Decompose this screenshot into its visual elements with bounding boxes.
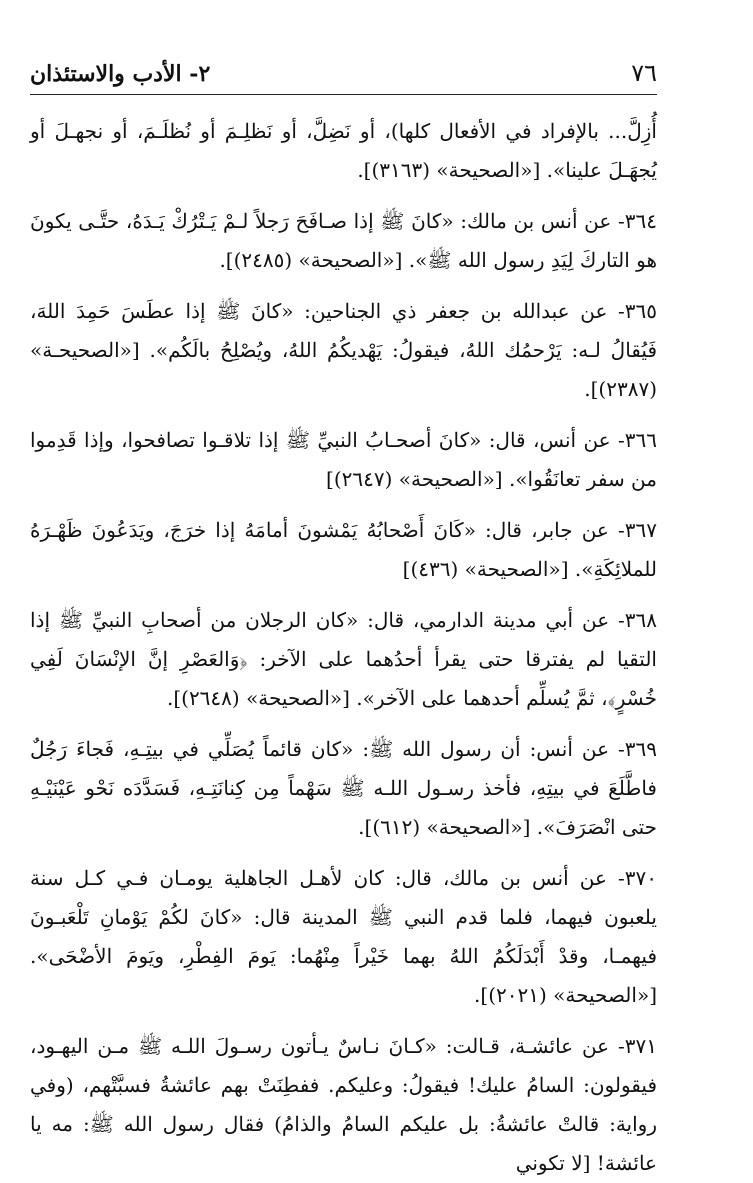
hadith-entry — [30, 1027, 657, 1183]
hadith-entry — [30, 730, 657, 847]
hadith-text: عن عبدالله بن جعفر ذي الجناحين: «كانَ ﷺ إذا عطَسَ حَمِدَ اللهَ، فَيُقالُ لـه: يَرْحمُك اللهُ، فيقولُ: يَهْديكُمُ اللهُ، ويُصْلِحُ بالَكُم». [«الصحيحـة» (٢٣٨٧)]. — [30, 299, 657, 401]
hadith-entry — [30, 601, 657, 718]
hadith-text: عن أنس، قال: «كانَ أصحـابُ النبيِّ ﷺ إذا تلاقـوا تصافحوا، وإذا قَدِموا من سفر تعانَقُوا». [«الصحيحة» (٢٦٤٧)] — [30, 428, 657, 491]
hadith-entry — [30, 292, 657, 409]
hadith-entry — [30, 112, 657, 190]
hadith-number: ٣٦٨- — [618, 608, 657, 632]
hadith-number: ٣٧٠- — [618, 866, 657, 890]
hadith-text: عن أنس بن مالك، قال: كان لأهـل الجاهلية يومـان فـي كـل سنة يلعبون فيهما، فلما قدم النبي ﷺ المدينة قال: «كانَ لكُمْ يَوْمانِ تَلْعَبـونَ فيهمـا، وقدْ أَبْدَلَكُمُ اللهُ بهما خَيْراً مِنْهُما: يَومَ الفِطْرِ، ويَومَ الأضْحَى». [«الصحيحة» (٢٠٢١)]. — [30, 866, 658, 1007]
hadith-entry — [30, 859, 657, 1015]
hadith-entry — [30, 511, 657, 589]
hadith-number: ٣٦٩- — [618, 737, 658, 761]
hadith-entry — [30, 421, 657, 499]
hadith-text: عن أبي مدينة الدارمي، قال: «كان الرجلان من أصحابِ النبيِّ ﷺ إذا التقيا لم يفترقا حتى يقرأ أحدُهما على الآخر: ﴿وَالعَصْرِ إنَّ الإنْسَانَ لَفِي خُسْرٍ﴾، ثمَّ يُسلِّم أحدهما على الآخر». [«الصحيحة» (٢٦٤٨)]. — [30, 608, 657, 710]
page-body — [30, 112, 658, 1175]
hadith-text: أُزِلَّ... بالإفراد في الأفعال كلها)، أو نَضِلَّ، أو نَظلِـمَ أو نُظلَـمَ، أو نجهـلَ أو يُجهَـلَ علينا». [«الصحيحة» (٣١٦٣)]. — [30, 119, 657, 182]
header-divider — [30, 94, 657, 95]
hadith-entry — [30, 202, 657, 280]
hadith-number: ٣٦٦- — [618, 428, 657, 452]
page-number: ٧٦ — [631, 59, 657, 87]
hadith-text: عن أنس: أن رسول الله ﷺ: «كان قائماً يُصَلِّي في بيتِـهِ، فَجاءَ رَجُلٌ فاطَّلَعَ في بيتِهِ، فأخذ رسـول اللـه ﷺ سَهْماً مِن كِنانَتِـهِ، فَسَدَّدَه نَحْو عَيْنَيْـهِ حتى انْصَرَفَ». [«الصحيحة» (٦١٢)]. — [30, 737, 657, 839]
hadith-number: ٣٦٧- — [618, 518, 657, 542]
hadith-text: عن أنس بن مالك: «كانَ ﷺ إذا صـافَحَ رَجلاً لـمْ يَـتْرُكْ يَـدَهُ، حتَّـى يكونَ هو التاركَ لِيَدِ رسول الله ﷺ». [«الصحيحة» (٢٤٨٥)]. — [30, 209, 657, 272]
hadith-text: عن جابر، قال: «كَانَ أَصْحابُهُ يَمْشونَ أمامَهُ إذا خرَجَ، ويَدَعُونَ ظَهْـرَهُ للملائِكَةِ». [«الصحيحة» (٤٣٦)] — [30, 518, 657, 581]
hadith-text: عن عائشـة، قـالت: «كـانَ نـاسٌ يـأتون رسـولَ اللـه ﷺ مـن اليهـود، فيقولون: السامُ عليك! فيقولُ: وعليكم. ففطِنَتْ بهم عائشةُ فسبَّتْهم، (وفي رواية: قالتْ عائشةُ: بل عليكم السامُ والذامُ) فقال رسول الله ﷺ: مه يا عائشة! [لا تكوني — [30, 1034, 658, 1175]
hadith-number: ٣٦٤- — [618, 209, 658, 233]
hadith-number: ٣٧١- — [618, 1034, 657, 1058]
page-header — [30, 58, 657, 98]
chapter-title: ٢- الأدب والاستئذان — [30, 61, 211, 87]
hadith-number: ٣٦٥- — [618, 299, 658, 323]
